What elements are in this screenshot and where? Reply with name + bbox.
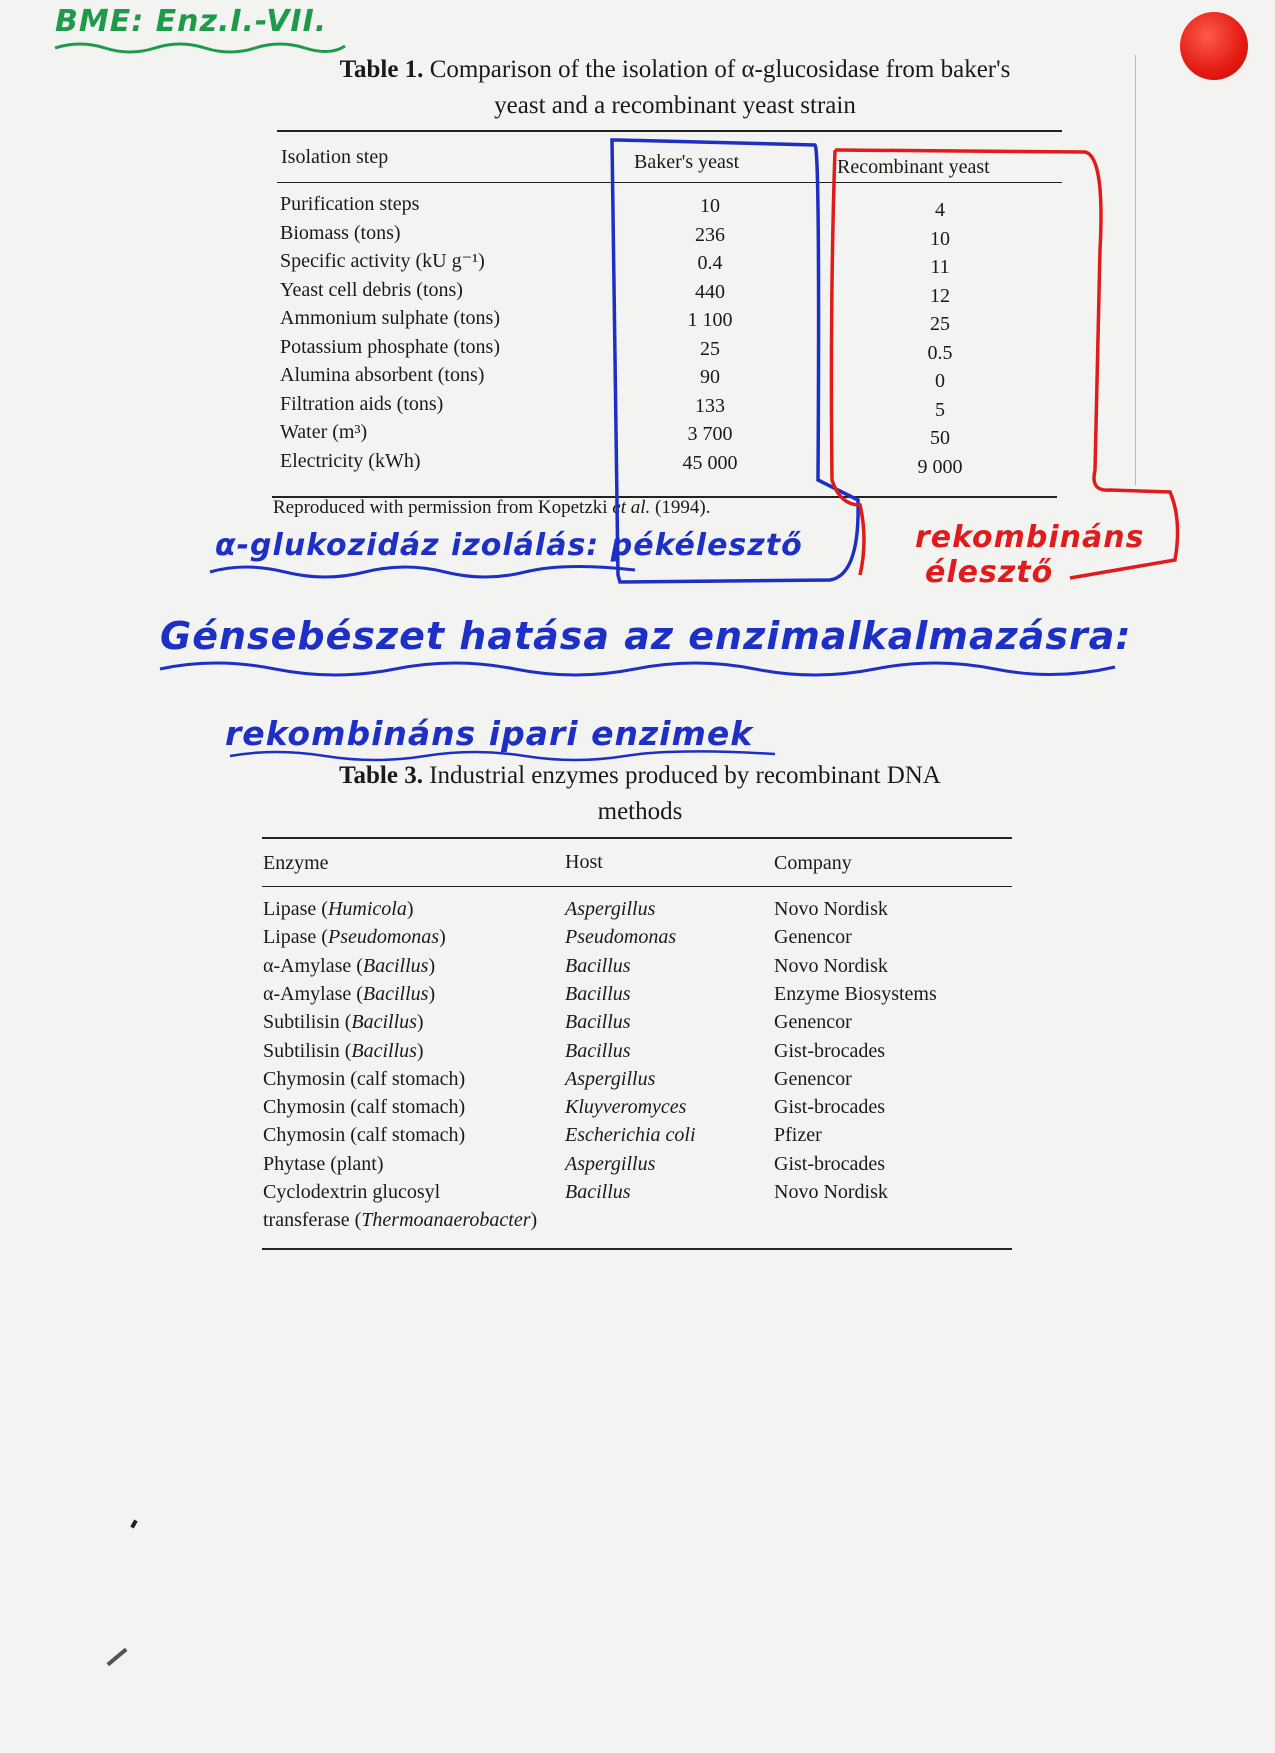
annotation-heading: Génsebészet hatása az enzimalkalmazásra: bbox=[160, 614, 1132, 658]
blue-note-underline bbox=[205, 560, 645, 580]
table1-step: Biomass (tons) bbox=[280, 221, 401, 244]
table3-title bbox=[250, 758, 1030, 830]
table3-header-company: Company bbox=[774, 852, 852, 874]
table3-enzyme bbox=[263, 980, 435, 1008]
annotation-blue-note: α-glukozidáz izolálás: pékélesztő bbox=[215, 528, 803, 563]
table3-enzyme-part: Cyclodextrin glucosyl bbox=[263, 1181, 441, 1203]
table3-enzyme-part: ) bbox=[428, 982, 436, 1005]
table3-enzyme bbox=[263, 895, 414, 923]
table3-enzyme-part: Bacillus bbox=[362, 954, 429, 977]
table1-recombinant-value: 0 bbox=[935, 370, 945, 392]
scan-mark bbox=[107, 1648, 128, 1666]
table3-host: Bacillus bbox=[565, 1039, 631, 1062]
table3-host: Bacillus bbox=[565, 1011, 631, 1034]
table1-title-line2: yeast and a recombinant yeast strain bbox=[494, 92, 856, 119]
table3-company: Novo Nordisk bbox=[774, 1181, 888, 1203]
table1-baker-value: 440 bbox=[695, 280, 725, 303]
table3-company: Pfizer bbox=[774, 1124, 822, 1147]
table3-enzyme-part: Bacillus bbox=[351, 1011, 417, 1034]
table3-enzyme bbox=[263, 1065, 465, 1093]
table1-baker-value: 90 bbox=[700, 366, 720, 388]
table1-step: Alumina absorbent (tons) bbox=[280, 364, 485, 386]
table3-company: Genencor bbox=[774, 1011, 852, 1034]
table3-bottom-rule bbox=[262, 1248, 1012, 1250]
table1-label: Table 1. bbox=[339, 56, 424, 83]
table3-enzyme-part: Bacillus bbox=[362, 982, 429, 1005]
table1-baker-value: 45 000 bbox=[682, 451, 738, 474]
table3-enzyme-part: α-Amylase ( bbox=[263, 954, 363, 977]
table3-enzyme-part: Subtilisin ( bbox=[263, 1039, 352, 1062]
annotation-subheading: rekombináns ipari enzimek bbox=[225, 714, 754, 753]
annotation-red-note-line1: rekombináns bbox=[915, 520, 1145, 555]
table3-enzyme bbox=[263, 1178, 440, 1206]
table1-recombinant-value: 4 bbox=[935, 199, 945, 221]
table3-enzyme-part: ) bbox=[428, 954, 436, 977]
table3-host: Escherichia coli bbox=[565, 1124, 696, 1147]
table3-company: Genencor bbox=[774, 926, 852, 949]
table3-enzyme bbox=[263, 1206, 537, 1234]
table3-header-rule bbox=[262, 886, 1012, 887]
table3-enzyme bbox=[263, 1037, 424, 1065]
table1-step: Potassium phosphate (tons) bbox=[280, 335, 500, 358]
table3-top-rule bbox=[262, 837, 1012, 839]
table3-header-enzyme: Enzyme bbox=[263, 852, 329, 874]
table1-step: Ammonium sulphate (tons) bbox=[280, 307, 500, 329]
table3-enzyme-part: Chymosin (calf stomach) bbox=[263, 1096, 466, 1119]
table1-baker-value: 25 bbox=[700, 337, 720, 360]
table1-step: Specific activity (kU g⁻¹) bbox=[280, 250, 485, 272]
table3-enzyme bbox=[263, 1150, 384, 1178]
table3-host: Pseudomonas bbox=[565, 926, 677, 949]
table1-title-line1: Comparison of the isolation of α-glucosidase from baker's bbox=[429, 56, 1011, 83]
table3-label: Table 3. bbox=[339, 762, 423, 789]
table3-enzyme-part: ) bbox=[439, 926, 446, 949]
table1-step: Electricity (kWh) bbox=[280, 449, 421, 472]
table3-enzyme-part: Pseudomonas bbox=[327, 926, 440, 949]
table1-step: Water (m³) bbox=[280, 421, 368, 443]
table1-header-baker: Baker's yeast bbox=[634, 151, 740, 173]
table3-host: Kluyveromyces bbox=[565, 1096, 687, 1119]
table3-title-line2: methods bbox=[597, 798, 683, 825]
table1-recombinant-value: 10 bbox=[930, 227, 950, 250]
table1-baker-value: 1 100 bbox=[687, 309, 733, 331]
table3-company: Novo Nordisk bbox=[774, 954, 888, 977]
annotation-red-note-line2: élesztő bbox=[925, 555, 1054, 590]
table1-step: Yeast cell debris (tons) bbox=[280, 278, 463, 301]
header-note: BME: Enz.I.-VII. bbox=[55, 4, 328, 39]
table3-enzyme-part: Lipase ( bbox=[263, 926, 328, 949]
table1-baker-value: 133 bbox=[695, 394, 725, 417]
table3-company: Enzyme Biosystems bbox=[774, 982, 937, 1005]
table1-recombinant-value: 50 bbox=[930, 427, 950, 449]
scan-mark bbox=[130, 1520, 137, 1529]
table3-company: Gist-brocades bbox=[774, 1039, 886, 1062]
table3-header-host: Host bbox=[565, 851, 603, 873]
table1-baker-value: 236 bbox=[695, 223, 725, 246]
table3-enzyme-part: α-Amylase ( bbox=[263, 982, 363, 1005]
table3-enzyme bbox=[263, 952, 435, 980]
table1-header-step: Isolation step bbox=[281, 146, 389, 168]
table1-baker-value: 3 700 bbox=[687, 423, 733, 445]
table3-host: Aspergillus bbox=[565, 1152, 656, 1175]
table1-step: Filtration aids (tons) bbox=[280, 392, 444, 415]
table3-enzyme-part: ) bbox=[416, 1039, 424, 1062]
table1-recombinant-value: 0.5 bbox=[927, 341, 953, 364]
table3-enzyme-part: Chymosin (calf stomach) bbox=[263, 1124, 466, 1147]
table1-header-recombinant: Recombinant yeast bbox=[837, 156, 990, 178]
table3-enzyme-part: transferase ( bbox=[263, 1209, 362, 1232]
heading-underline bbox=[155, 655, 1125, 677]
table3-enzyme bbox=[263, 1093, 465, 1121]
table3-host: Aspergillus bbox=[565, 1067, 656, 1090]
table1-baker-value: 0.4 bbox=[697, 252, 723, 274]
table3-enzyme bbox=[263, 923, 446, 951]
table3-company: Gist-brocades bbox=[774, 1096, 886, 1119]
table3-host: Bacillus bbox=[565, 1181, 631, 1203]
table1-source-suffix: (1994). bbox=[650, 497, 711, 518]
table3-enzyme-part: ) bbox=[416, 1011, 424, 1034]
table1-recombinant-value: 11 bbox=[930, 256, 950, 278]
table3-enzyme bbox=[263, 1121, 465, 1149]
table3-enzyme-part: Humicola bbox=[327, 898, 407, 920]
table1-step: Purification steps bbox=[280, 193, 420, 215]
table3-enzyme-part: Subtilisin ( bbox=[263, 1011, 352, 1034]
table3-enzyme-part: Thermoanaerobacter bbox=[361, 1209, 531, 1232]
table3-company: Genencor bbox=[774, 1067, 852, 1090]
table1-source-prefix: Reproduced with permission from Kopetzki bbox=[273, 497, 613, 518]
table1-recombinant-value: 9 000 bbox=[917, 455, 963, 478]
table3-company: Gist-brocades bbox=[774, 1152, 886, 1175]
table3-enzyme-part: Lipase ( bbox=[263, 898, 328, 920]
table3-enzyme-part: ) bbox=[530, 1209, 538, 1232]
table3-company: Novo Nordisk bbox=[774, 898, 888, 920]
table3-host: Aspergillus bbox=[565, 898, 656, 920]
table1-source-etal: et al. bbox=[612, 497, 651, 518]
table3-enzyme bbox=[263, 1008, 424, 1036]
table3-host: Bacillus bbox=[565, 954, 631, 977]
table3-enzyme-part: Bacillus bbox=[351, 1039, 417, 1062]
table3-enzyme-part: ) bbox=[406, 898, 414, 920]
table1-recombinant-value: 25 bbox=[930, 313, 950, 335]
table1-recombinant-value: 5 bbox=[935, 398, 945, 421]
table3-enzyme-part: Chymosin (calf stomach) bbox=[263, 1067, 466, 1090]
table3-host: Bacillus bbox=[565, 982, 631, 1005]
table3-title-line1: Industrial enzymes produced by recombinant DNA bbox=[429, 762, 941, 789]
table1-recombinant-value: 12 bbox=[930, 284, 950, 307]
table1-baker-value: 10 bbox=[700, 195, 720, 217]
table3-enzyme-part: Phytase (plant) bbox=[263, 1152, 384, 1175]
